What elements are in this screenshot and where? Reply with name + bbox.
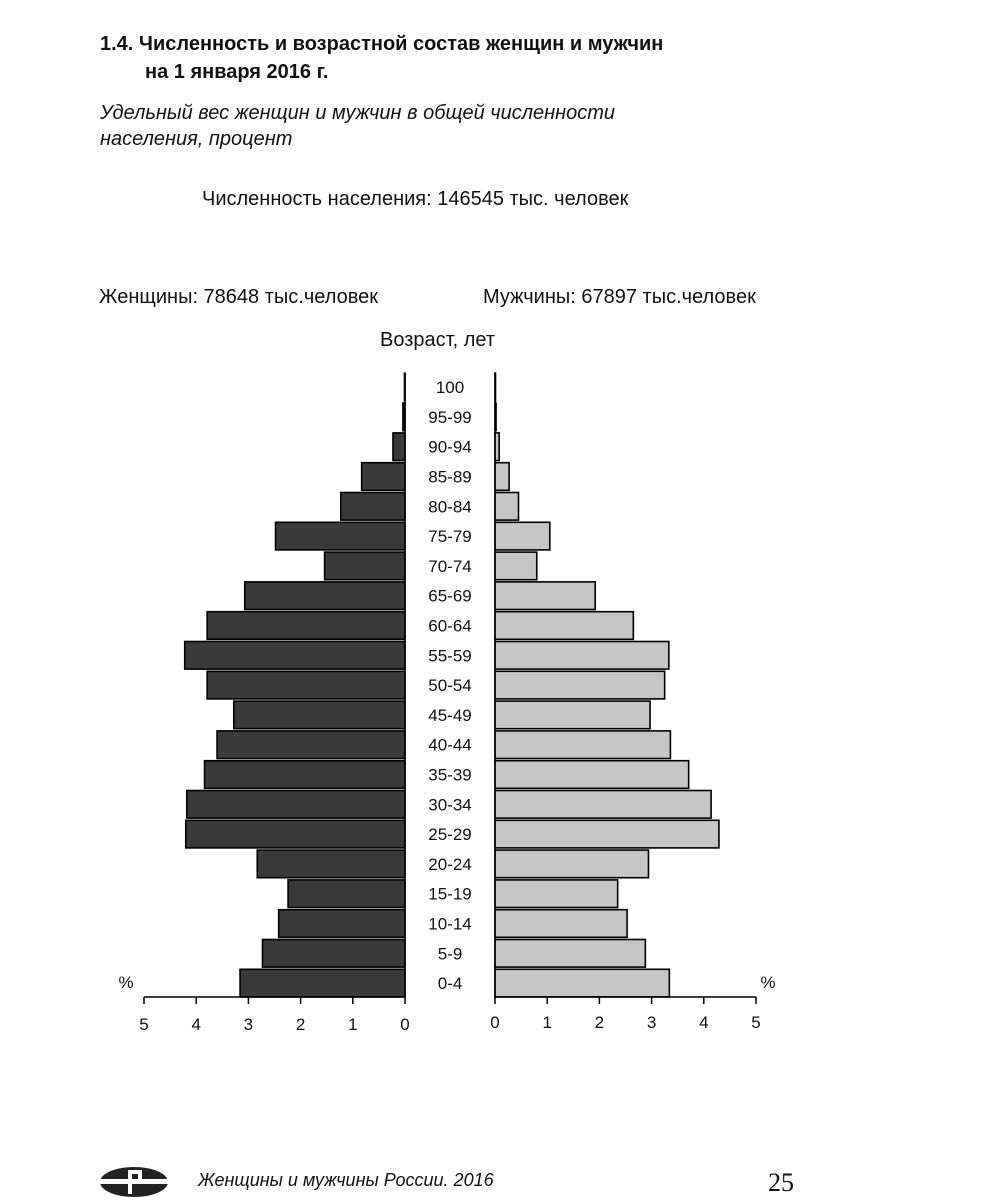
men-bar-45-49 — [495, 701, 650, 729]
men-bar-25-29 — [495, 820, 719, 848]
women-x-tick-label: 4 — [191, 1015, 201, 1034]
subtitle-line-1: Удельный вес женщин и мужчин в общей численности — [100, 102, 616, 124]
men-x-tick-label: 2 — [594, 1013, 605, 1032]
women-bar-10-14 — [279, 910, 405, 938]
page-number: 25 — [768, 1168, 794, 1197]
men-bar-10-14 — [495, 910, 627, 938]
heading-line-1: 1.4. Численность и возрастной состав женщин и мужчин — [100, 33, 664, 55]
age-label-10-14: 10-14 — [428, 914, 472, 934]
men-bar-70-74 — [495, 552, 537, 580]
age-label-80-84: 80-84 — [428, 497, 472, 517]
men-bar-5-9 — [495, 940, 645, 968]
women-x-tick-label: 1 — [348, 1015, 358, 1034]
men-x-tick-label: 5 — [751, 1013, 761, 1032]
women-bar-45-49 — [234, 701, 405, 729]
men-x-tick-label: 0 — [490, 1013, 500, 1032]
women-bar-90-94 — [393, 433, 405, 461]
men-x-tick-label: 1 — [542, 1013, 552, 1032]
age-label-60-64: 60-64 — [428, 616, 472, 636]
age-label-0-4: 0-4 — [437, 974, 463, 994]
women-x-tick-label: 2 — [295, 1015, 306, 1034]
heading-line-2: на 1 января 2016 г. — [145, 61, 329, 83]
rosstat-logo-icon — [98, 1166, 170, 1198]
subtitle-line-2: населения, процент — [100, 128, 293, 150]
women-bar-70-74 — [325, 552, 405, 580]
women-bar-35-39 — [205, 761, 405, 789]
age-label-45-49: 45-49 — [428, 705, 472, 725]
men-bar-15-19 — [495, 880, 618, 908]
men-bar-85-89 — [495, 463, 509, 491]
women-bar-60-64 — [207, 612, 405, 640]
men-x-tick-label: 4 — [699, 1013, 709, 1032]
women-bar-20-24 — [257, 850, 405, 878]
women-bar-55-59 — [185, 642, 405, 670]
age-label-95-99: 95-99 — [428, 407, 472, 427]
women-bar-30-34 — [187, 791, 405, 819]
footer-publication-title: Женщины и мужчины России. 2016 — [198, 1170, 494, 1190]
women-x-tick-label: 0 — [400, 1015, 410, 1034]
men-bar-20-24 — [495, 850, 648, 878]
women-x-tick-label: 3 — [243, 1015, 254, 1034]
women-bar-80-84 — [341, 493, 405, 521]
men-bar-60-64 — [495, 612, 633, 640]
age-label-65-69: 65-69 — [428, 586, 472, 606]
men-bar-30-34 — [495, 791, 711, 819]
men-percent-unit-label: % — [760, 973, 776, 992]
women-bar-15-19 — [288, 880, 405, 908]
women-bar-85-89 — [362, 463, 405, 491]
women-x-tick-label: 5 — [139, 1015, 149, 1034]
men-bar-55-59 — [495, 642, 669, 670]
women-bar-40-44 — [217, 731, 405, 759]
age-label-100: 100 — [435, 378, 465, 398]
age-label-85-89: 85-89 — [428, 467, 472, 487]
age-label-55-59: 55-59 — [428, 646, 472, 666]
women-bar-0-4 — [240, 969, 405, 997]
men-bar-50-54 — [495, 671, 665, 699]
age-label-40-44: 40-44 — [428, 735, 472, 755]
age-label-5-9: 5-9 — [437, 944, 463, 964]
men-bar-0-4 — [495, 969, 669, 997]
men-total-label: Мужчины: 67897 тыс.человек — [483, 286, 756, 308]
women-bar-65-69 — [245, 582, 405, 610]
age-label-75-79: 75-79 — [428, 527, 472, 547]
women-bar-50-54 — [207, 671, 405, 699]
age-label-70-74: 70-74 — [428, 556, 472, 576]
age-label-90-94: 90-94 — [428, 437, 472, 457]
women-bar-25-29 — [186, 820, 405, 848]
age-label-20-24: 20-24 — [428, 854, 472, 874]
men-bar-40-44 — [495, 731, 670, 759]
age-label-35-39: 35-39 — [428, 765, 472, 785]
women-bar-75-79 — [276, 522, 405, 550]
men-bar-35-39 — [495, 761, 689, 789]
women-total-label: Женщины: 78648 тыс.человек — [99, 286, 378, 308]
age-label-25-29: 25-29 — [428, 825, 472, 845]
age-label-50-54: 50-54 — [428, 676, 472, 696]
men-bar-75-79 — [495, 522, 550, 550]
women-percent-unit-label: % — [118, 973, 134, 992]
age-label-30-34: 30-34 — [428, 795, 472, 815]
population-total-label: Численность населения: 146545 тыс. человек — [202, 188, 629, 210]
age-axis-title: Возраст, лет — [380, 329, 495, 351]
men-bar-80-84 — [495, 493, 518, 521]
women-bar-5-9 — [262, 940, 405, 968]
men-x-tick-label: 3 — [646, 1013, 657, 1032]
age-label-15-19: 15-19 — [428, 884, 472, 904]
men-bar-65-69 — [495, 582, 595, 610]
